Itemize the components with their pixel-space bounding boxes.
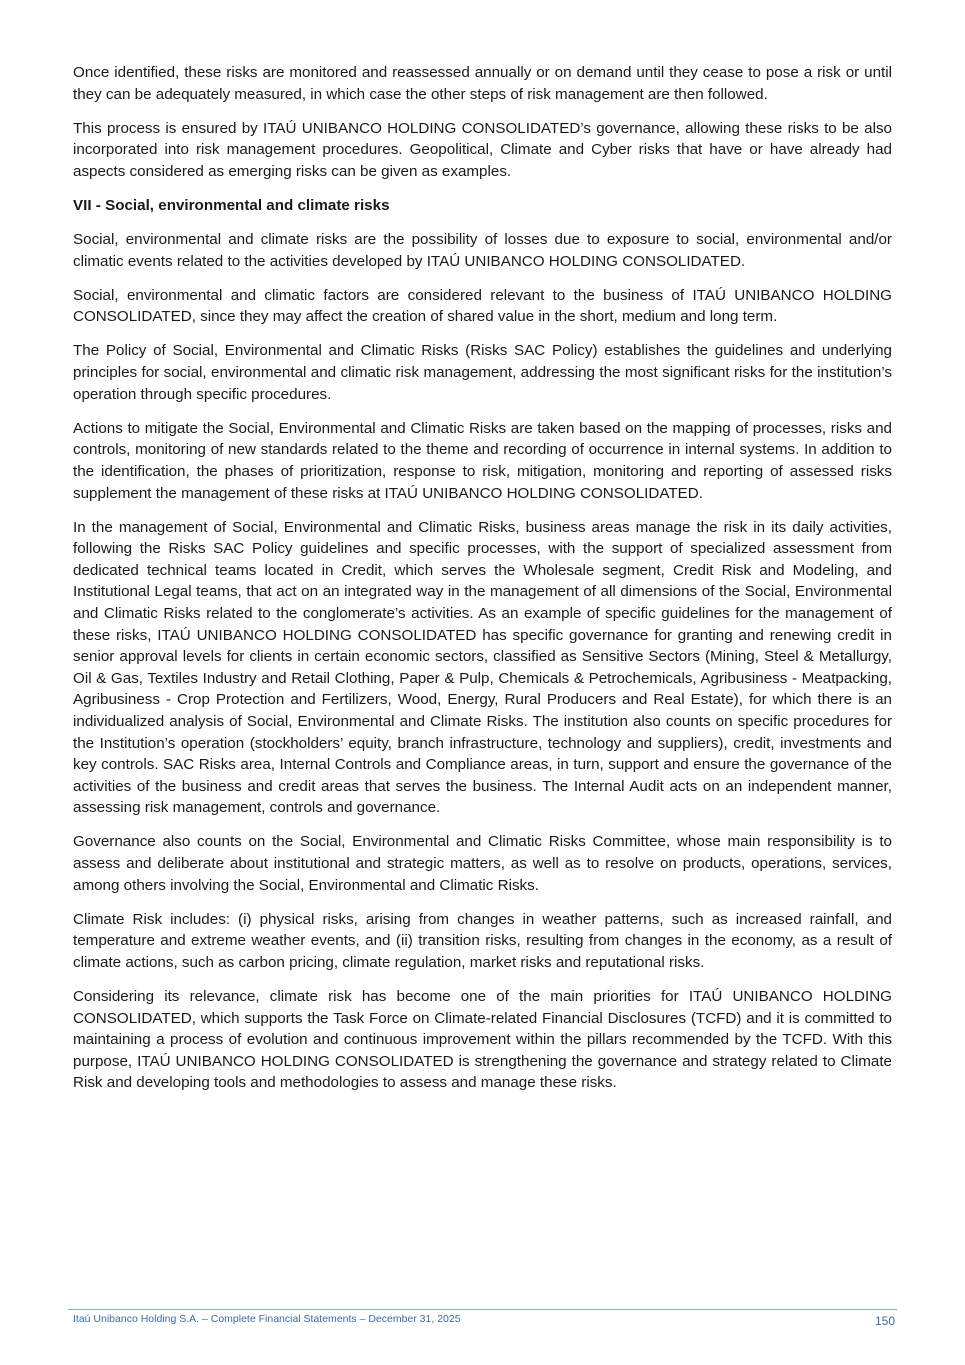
paragraph: Social, environmental and climatic factors are considered relevant to the business of ITAÚ UNIBANCO HOLDING CONSOLIDATED, since they may affect the creation of shared value in the short, medium and long term. [73, 286, 892, 326]
paragraph: Actions to mitigate the Social, Environmental and Climatic Risks are taken based on the mapping of processes, risks and controls, monitoring of new standards related to the theme and recording of occurrence in internal systems. In addition to the identification, the phases of prioritization, response to risk, mitigation, monitoring and reporting of assessed risks supplement the management of these risks at ITAÚ UNIBANCO HOLDING CONSOLIDATED. [73, 419, 892, 502]
paragraph: Once identified, these risks are monitored and reassessed annually or on demand until they cease to pose a risk or until they can be adequately measured, in which case the other steps of risk management are then followed. [73, 64, 892, 103]
page-number: 150 [874, 1314, 895, 1328]
paragraph: Climate Risk includes: (i) physical risks, arising from changes in weather patterns, such as increased rainfall, and temperature and extreme weather events, and (ii) transition risks, resulting from changes in the economy, as a result of climate actions, such as carbon pricing, climate regulation, market risks and reputational risks. [73, 910, 892, 971]
paragraph: The Policy of Social, Environmental and Climatic Risks (Risks SAC Policy) establishes the guidelines and underlying principles for social, environmental and climatic risk management, addressing the most significant risks for the institution’s operation through specific procedures. [73, 342, 892, 403]
paragraph: Considering its relevance, climate risk has become one of the main priorities for ITAÚ UNIBANCO HOLDING CONSOLIDATED, which supports the Task Force on Climate-related Financial Disclosures (TCFD) and it is committed to maintaining a process of evolution and continuous improvement within the pillars recommended by the TCFD. With this purpose, ITAÚ UNIBANCO HOLDING CONSOLIDATED is strengthening the governance and strategy related to Climate Risk and developing tools and methodologies to assess and manage these risks. [73, 987, 892, 1092]
page-body [73, 62, 892, 1106]
footer-divider [68, 1309, 897, 1310]
section-heading: VII - Social, environmental and climate risks [73, 196, 390, 214]
paragraph: Governance also counts on the Social, Environmental and Climatic Risks Committee, whose main responsibility is to assess and deliberate about institutional and strategic matters, as well as to resolve on products, operations, services, among others involving the Social, Environmental and Climatic Risks. [73, 833, 892, 894]
paragraph: Social, environmental and climate risks are the possibility of losses due to exposure to social, environmental and/or climatic events related to the activities developed by ITAÚ UNIBANCO HOLDING CONSOLIDATED. [73, 231, 892, 270]
footer-text: Itaú Unibanco Holding S.A. – Complete Financial Statements – December 31, 2025 [73, 1313, 461, 1325]
paragraph: In the management of Social, Environmental and Climatic Risks, business areas manage the risk in its daily activities, following the Risks SAC Policy guidelines and specific processes, with the support of specialized assessment from dedicated technical teams located in Credit, which serves the Wholesale segment, Credit Risk and Modeling, and Institutional Legal teams, that act on an integrated way in the management of all dimensions of the Social, Environmental and Climatic Risks related to the conglomerate’s activities. As an example of specific guidelines for the management of these risks, ITAÚ UNIBANCO HOLDING CONSOLIDATED has specific governance for granting and renewing credit in senior approval levels for clients in certain economic sectors, classified as Sensitive Sectors (Mining, Steel & Metallurgy, Oil & Gas, Textiles Industry and Retail Clothing, Paper & Pulp, Chemicals & Petrochemicals, Agribusiness - Meatpacking, Agribusiness - Crop Protection and Fertilizers, Wood, Energy, Rural Producers and Real Estate), for which there is an individualized analysis of Social, Environmental and Climate Risks. The institution also counts on specific procedures for the Institution’s operation (stockholders’ equity, branch infrastructure, technology and suppliers), credit, investments and key controls. SAC Risks area, Internal Controls and Compliance areas, in turn, support and ensure the governance of the activities of the business and credit areas that serves the business. The Internal Audit acts on an independent manner, assessing risk management, controls and governance. [73, 518, 892, 817]
paragraph: This process is ensured by ITAÚ UNIBANCO HOLDING CONSOLIDATED’s governance, allowing these risks to be also incorporated into risk management procedures. Geopolitical, Climate and Cyber risks that have or have already had aspects considered as emerging risks can be given as examples. [73, 119, 892, 180]
